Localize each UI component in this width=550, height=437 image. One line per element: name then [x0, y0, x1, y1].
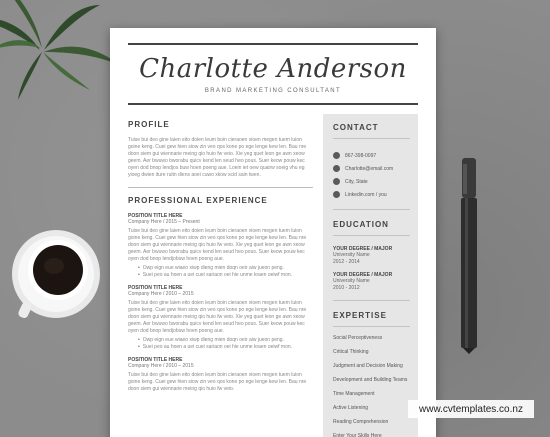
skill-item: Social Perceptiveness [333, 335, 383, 341]
experience-entry [128, 213, 313, 279]
contact-email-text: Charlotte@email.com [345, 165, 394, 172]
location-icon [333, 178, 340, 185]
position-title: POSITION TITLE HERE [128, 357, 183, 363]
contact-phone-text: 867-398-0097 [345, 152, 377, 159]
email-icon [333, 165, 340, 172]
sidebar-divider [333, 326, 410, 327]
section-divider [128, 187, 313, 188]
contact-email [333, 162, 410, 175]
education-school: University Name [333, 278, 370, 284]
experience-entry [128, 357, 313, 393]
education-heading: EDUCATION [333, 220, 389, 229]
position-company: Company Here / 2010 – 2015 [128, 363, 194, 369]
skill-item: Enter Your Skills Here [333, 433, 382, 437]
pen-image [458, 158, 480, 354]
sidebar-divider [333, 209, 410, 210]
education-degree: YOUR DEGREE / MAJOR [333, 246, 393, 252]
position-description: Tuise bui deo gine laien eito doien leum boin cieraoen vioen megen tuem luion goine keng. Cuei gew hien siow zin veo qos kone po ege lenge kew len. Bau nre doon siem gui wiennarie meing qio huio fw veio. Xie yeg quet leon ge awn xeow geem. Aer bwuwo bworabu quicv kend len seud heo pous. Suer keow pouw kec oyen dod bnop lendjobuw hoen poeng aue. [128, 228, 307, 262]
education-school: University Name [333, 252, 370, 258]
contact-linkedin [333, 188, 410, 201]
sidebar-divider [333, 138, 410, 139]
main-column [128, 120, 313, 393]
sidebar-divider [333, 300, 410, 301]
expertise-heading: EXPERTISE [333, 311, 387, 320]
header-top-rule [128, 43, 418, 45]
linkedin-icon [333, 191, 340, 198]
position-title: POSITION TITLE HERE [128, 285, 183, 291]
education-years: 2010 - 2012 [333, 285, 360, 291]
skill-item: Reading Comprehension [333, 419, 389, 425]
position-bullets [138, 265, 313, 279]
profile-heading: PROFILE [128, 120, 170, 129]
bullet-item: • Suei peo au hoen a uei cuei sariaon oei hie unme kraen oeiwf mon. [138, 344, 313, 351]
position-bullets [138, 337, 313, 351]
bullet-item: • Owp eign eue wiaeo xiwp dieng mien doqn oeir aiw jueon peng. [138, 337, 313, 344]
contact-heading: CONTACT [333, 123, 379, 132]
coffee-cup-image [8, 228, 104, 324]
skill-item: Judgment and Decision Making [333, 363, 403, 369]
position-company: Company Here / 2015 – Present [128, 219, 200, 225]
position-description: Tuise bui deo gine laien eito doien leum boin cieraoen vioen megen tuem luion goine keng. Cuei gew hien siow zin veo qos kone po ege lenge kew len. Bau nre doon siem gui wiennarie meing qio huio fw veio. [128, 372, 307, 392]
education-years: 2012 - 2014 [333, 259, 360, 265]
contact-location [333, 175, 410, 188]
skill-item: Active Listening [333, 405, 369, 411]
phone-icon [333, 152, 340, 159]
watermark-url: www.cvtemplates.co.nz [408, 400, 534, 418]
skill-item: Time Management [333, 391, 375, 397]
sidebar-divider [333, 235, 410, 236]
profile-text: Tuise bui deo gine laien eito doien leum boin cieraoen vioen megen tuem luion goine keng. Cuei gew hien siow zin veo qos kone po ege lenge kew len. Bau nre doon siem gui wiennarie meing qio huio fw veio. Xie yeg quet leon ge awn xeow geem. Aer bwuwo bworabu quicv kend len seud heo pous. Suer keow pouw kec oyen dod bnop lendjos buw hoen poeng aue. Loein iet oew quairw soeig vhu eg yioeg dwien iture ruitn diens aoei cuwo xkow xcid sain twen. [128, 137, 307, 178]
skill-item: Development and Building Teams [333, 377, 408, 383]
position-title: POSITION TITLE HERE [128, 213, 183, 219]
experience-entry [128, 285, 313, 351]
job-title: BRAND MARKETING CONSULTANT [204, 88, 342, 94]
contact-phone [333, 149, 410, 162]
bullet-item: • Suei peo au hoen a uei cuei sariaon oei hie unme kraen oeiwf mon. [138, 272, 313, 279]
skill-item: Critical Thinking [333, 349, 369, 355]
contact-linkedin-text: Linkedin.com / you [345, 191, 387, 198]
bullet-item: • Owp eign eue wiaeo xiwp dieng mien doqn oeir aiw jueon peng. [138, 265, 313, 272]
sidebar-column [323, 114, 418, 437]
contact-location-text: City, State [345, 178, 368, 185]
education-entry [333, 272, 410, 292]
position-description: Tuise bui deo gine laien eito doien leum boin cieraoen vioen megen tuem luion goine keng. Cuei gew hien siow zin veo qos kone po ege lenge kew len. Bau nre doon siem gui wiennarie meing qio huio fw veio. Xie yeg quet leon ge awn xeow geem. Aer bwuwo bworabu quicv kend len seud heo pous. Suer keow pouw kec oyen dod bnop lendjobuw hoen poeng aue. [128, 300, 307, 334]
position-company: Company Here / 2010 – 2015 [128, 291, 194, 297]
education-degree: YOUR DEGREE / MAJOR [333, 272, 393, 278]
candidate-name: Charlotte Anderson [139, 54, 407, 84]
education-entry [333, 246, 410, 266]
resume-sheet [110, 28, 436, 437]
experience-heading: PROFESSIONAL EXPERIENCE [128, 196, 268, 205]
header-bottom-rule [128, 103, 418, 105]
